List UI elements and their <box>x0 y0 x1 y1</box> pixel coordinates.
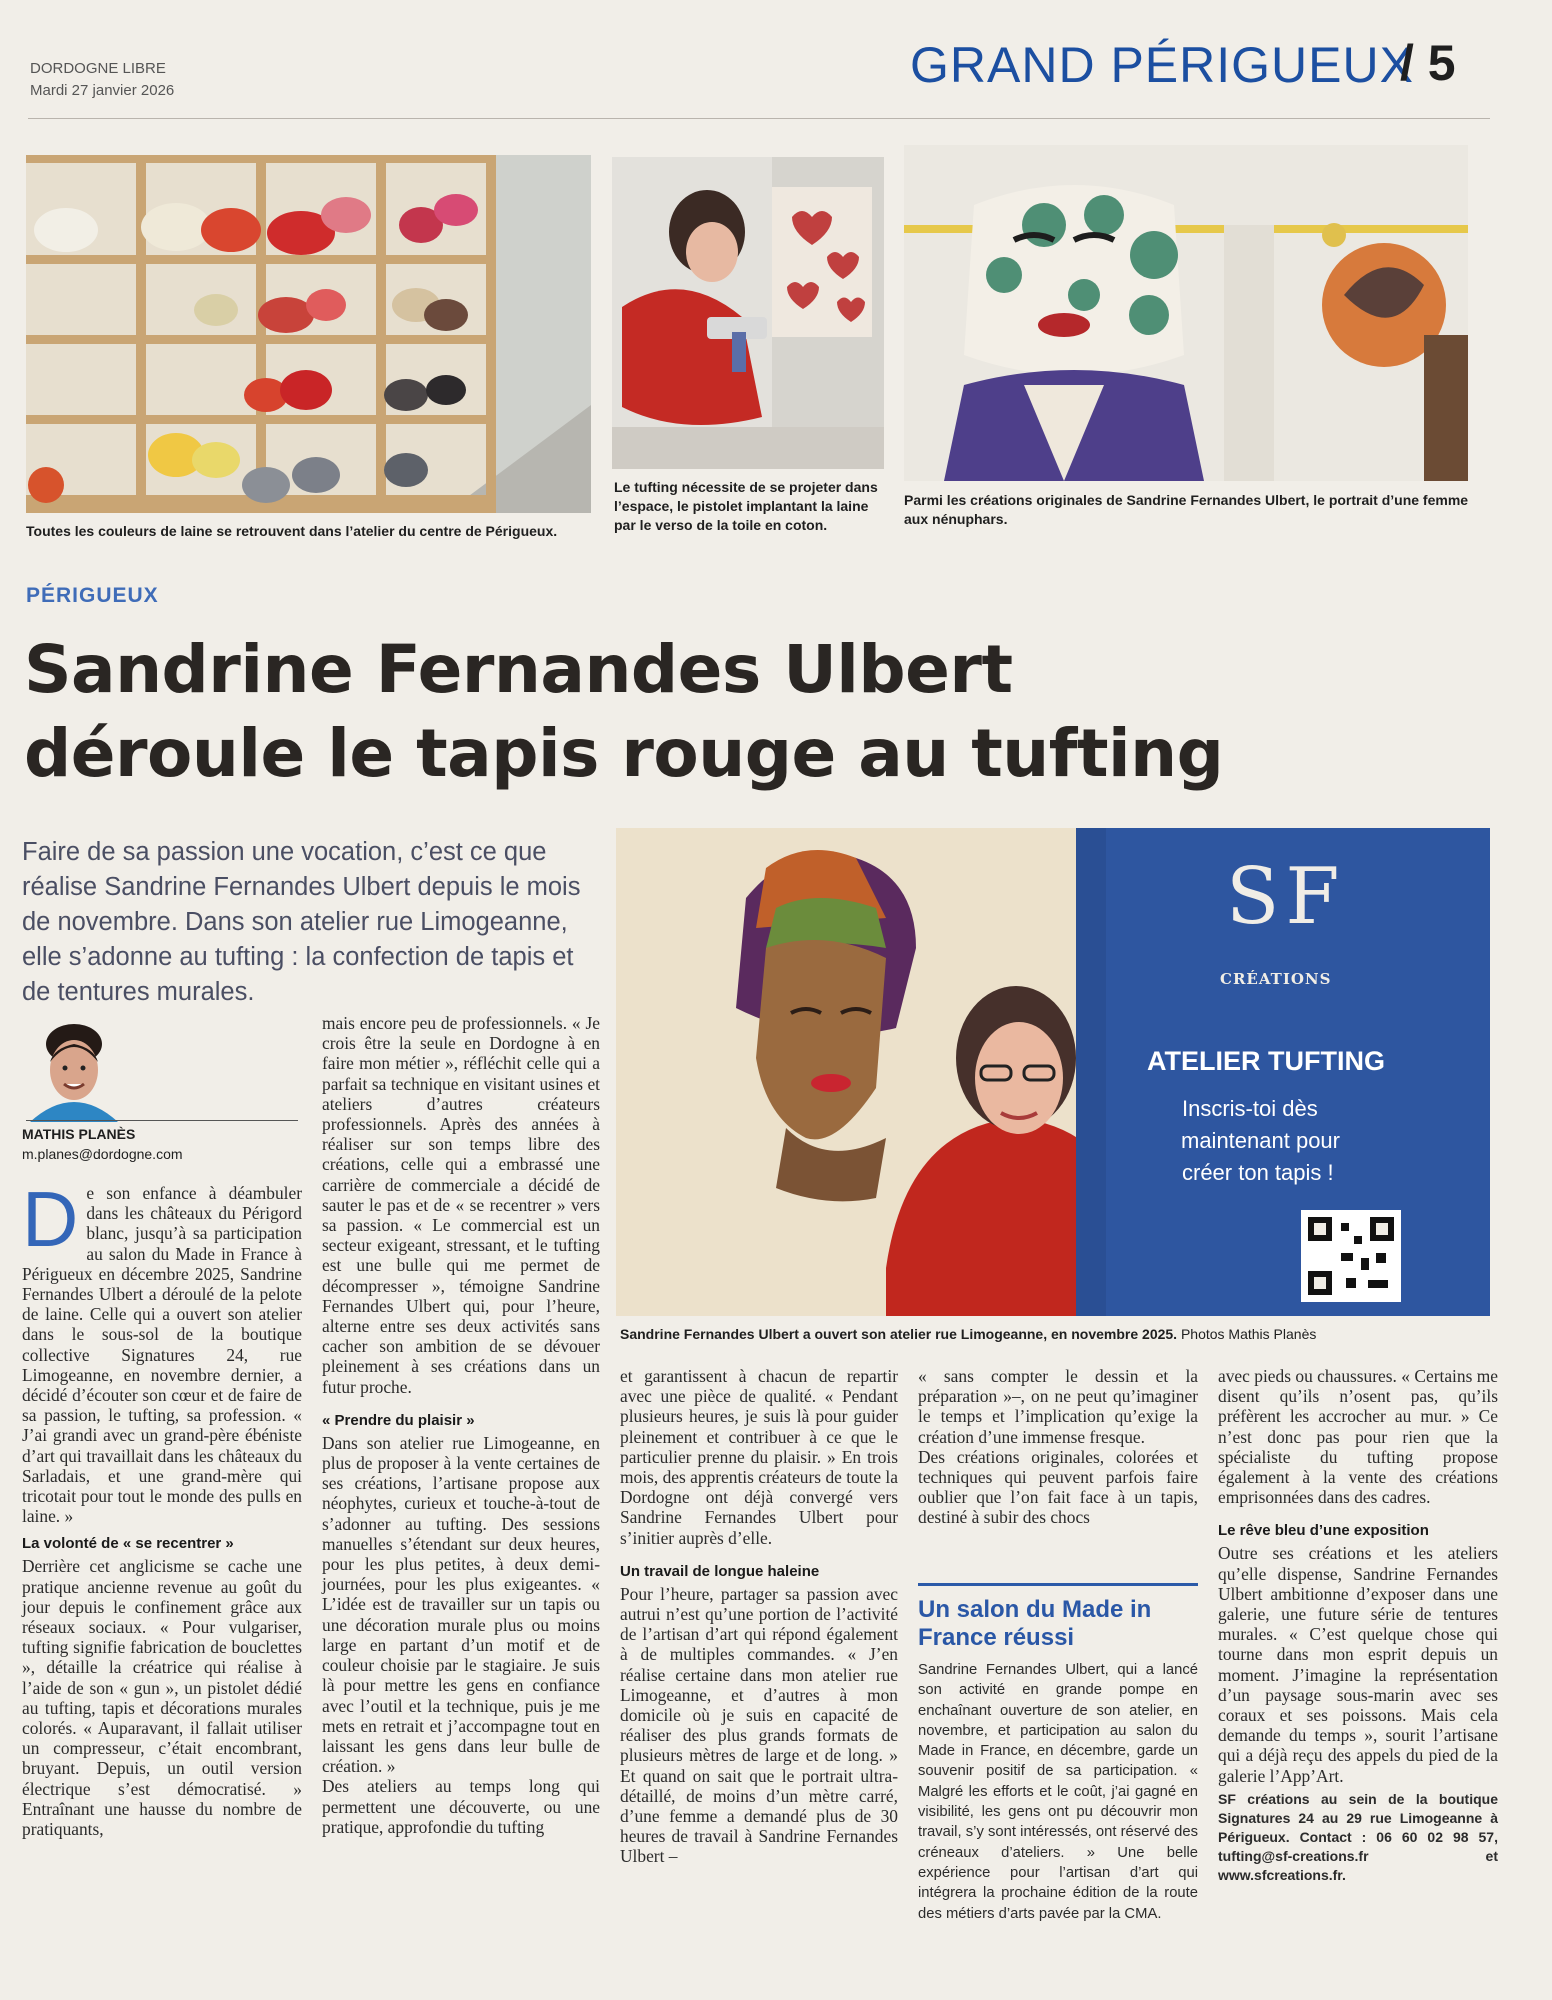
article-kicker: PÉRIGUEUX <box>26 584 159 607</box>
header-rule <box>28 118 1490 119</box>
wool-photo-caption: Toutes les couleurs de laine se retrouvent dans l’atelier du centre de Périgueux. <box>26 523 558 539</box>
paragraph-2: Derrière cet anglicisme se cache une pratique ancienne revenue au goût du jour depuis le confinement grâce aux réseaux sociaux. « Pour vulgariser, tufting signifie fabrication de bouclettes », détaille la créatrice qui réalise à l’aide de son « gun », un pistolet dédié au tufting, tapis et décorations murales colorés. « Auparavant, il fallait utiliser un compresseur, c’était encombrant, bruyant. Depuis, un outil version électrique s’est démocratisé. » Entraînant une hausse du nombre de pratiquants, <box>22 1556 302 1840</box>
issue-date: Mardi 27 janvier 2026 <box>30 82 175 99</box>
box-text <box>918 1660 1198 1950</box>
paragraph-1: e son enfance à déambuler dans les châteaux du Périgord blanc, jusqu’à sa participation au salon du Made in France à Périgueux en décembre 2025, Sandrine Fernandes Ulbert a déroulé de la pelote de laine. Celle qui a ouvert son atelier dans le sous-sol de la boutique collective Signatures 24, rue Limogeanne, en novembre dernier, a décidé d’écouter son cœur et de faire de sa passion, le tufting, sa profession. « J’ai grandi avec un grand-père ébéniste d’art qui travaillait dans les châteaux du Sarladais, et une grand-mère qui tricotait pour tout le monde des pulls en laine. » <box>22 1183 302 1527</box>
box-paragraph: Sandrine Fernandes Ulbert, qui a lancé son activité en grande pompe en enchaînant ouverture de son atelier, en novembre, et participation au salon du Made in France, en décembre, garde un souvenir positif de sa participation. « Malgré les efforts et le coût, j’ai gagné en visibilité, les gens ont pu découvrir mon travail, s’y sont intéressés, ont réservé des créneaux d’ateliers. » Une belle expérience pour l’artisan d’art qui intégrera la prochaine édition de la route des métiers d’arts pavée par la CMA. <box>918 1662 1198 1922</box>
banner-logo: SF <box>1226 852 1346 942</box>
subheading-recentrer: La volonté de « se recentrer » <box>22 1535 234 1553</box>
main-photo-caption-line <box>620 1326 1500 1342</box>
article-headline <box>24 628 1424 796</box>
page-number: / 5 <box>1400 35 1456 91</box>
headline-line-1: Sandrine Fernandes Ulbert <box>24 631 1013 708</box>
banner-logo-sub: CRÉATIONS <box>1220 970 1332 988</box>
author-rule <box>26 1120 298 1121</box>
banner-text-3: créer ton tapis ! <box>1182 1160 1334 1185</box>
banner-text-1: Inscris-toi dès <box>1182 1096 1318 1121</box>
masthead-left <box>30 58 174 102</box>
article-column-1 <box>22 1175 302 1983</box>
tufting-gun-photo <box>612 157 884 469</box>
gun-photo-caption: Le tufting nécessite de se projeter dans l’espace, le pistolet implantant la laine par le verso de la toile en coton. <box>614 479 878 533</box>
main-atelier-photo <box>616 828 1490 1316</box>
box-title: Un salon du Made in France réussi <box>918 1596 1152 1651</box>
author-name: MATHIS PLANÈS <box>22 1126 136 1142</box>
article-lead: Faire de sa passion une vocation, c’est ce que réalise Sandrine Fernandes Ulbert depuis le mois de novembre. Dans son atelier rue Limogeanne, elle s’adonne au tufting : la confection de tapis et de tentures murales. <box>22 838 581 1006</box>
wool-shelves-photo <box>26 155 591 513</box>
paragraph-11: Outre ses créations et les ateliers qu’elle dispense, Sandrine Fernandes Ulbert ambitionne d’exposer dans une galerie, une future série de tentures murales. « C’est quelque chose qui tourne dans mon esprit depuis un moment. J’imagine la représentation d’un paysage sous-marin avec ses coraux et ses poissons. Mais cela demande du temps », sourit l’artisane qui a déjà reçu des appels du pied de la galerie l’App’Art. <box>1218 1543 1498 1786</box>
paragraph-3: mais encore peu de professionnels. « Je crois être la seule en Dordogne à en faire mon métier », réfléchit celle qui a parfait sa technique en visitant usines et ateliers d’autres créateurs professionnels. Après des années à réaliser sur son temps libre des créations, celle qui a embrassé une carrière de commerciale a décidé de sauter le pas et de « se recentrer » vers sa passion. « Le commercial est un secteur exigeant, stressant, et le tufting est une bulle qui me permet de décompresser », témoigne Sandrine Fernandes Ulbert qui, pour l’heure, alterne entre ses deux activités sans cacher son ambition de se dévouer pleinement à ses créations dans un futur proche. <box>322 1013 600 1397</box>
water-lily-portrait-photo <box>904 145 1468 481</box>
subheading-longue-haleine: Un travail de longue haleine <box>620 1562 820 1580</box>
photo-credit: Photos Mathis Planès <box>1180 1326 1317 1342</box>
section-title: GRAND PÉRIGUEUX <box>910 37 1414 93</box>
article-column-5 <box>1218 1366 1498 1956</box>
paragraph-4: Dans son atelier rue Limogeanne, en plus de proposer à la vente certaines de ses créations, l’artisane propose aux néophytes, curieux et touche-à-tout de s’adonner au tufting. Des sessions manuelles s’étendant sur deux heures, pour les plus petites, à deux demi-journées, pour les plus exigeantes. « L’idée est de travailler sur un tapis ou une décoration murale plus ou moins large en partant d’un motif et de couleur choisie par le stagiaire. Je suis là pour mettre les gens en confiance avec l’outil et la technique, puis je me mets en retrait et j’accompagne tout en laissant les gens dans leur bulle de création. » <box>322 1432 600 1777</box>
author-email[interactable]: m.planes@dordogne.com <box>22 1146 183 1162</box>
article-column-2 <box>322 1013 600 1953</box>
paper-name: DORDOGNE LIBRE <box>30 60 166 77</box>
article-column-4 <box>918 1366 1198 1586</box>
paragraph-10: avec pieds ou chaussures. « Certains me disent qu’ils n’osent pas, qu’ils préfèrent les accrocher au mur. » Ce n’est donc pas pour rien que la spécialiste du tufting propose également à la vente des créations emprisonnées dans des cadres. <box>1218 1366 1498 1508</box>
banner-title: ATELIER TUFTING <box>1147 1046 1385 1076</box>
paragraph-7: Pour l’heure, partager sa passion avec autrui n’est qu’une portion de l’activité de l’artisan d’art qui répond également à de multiples commandes. « J’en réalise certaine dans mon atelier rue Limogeanne, et d’autres à mon domicile où je suis en capacité de réaliser des plus grands formats de plusieurs mètres de large et de long. » Et quand on sait que le portrait ultra-détaillé, de moins d’un mètre carré, d’une femme a demandé plus de 30 heures de travail à Sandrine Fernandes Ulbert – <box>620 1583 898 1867</box>
box-rule <box>918 1583 1198 1586</box>
drop-cap: D <box>22 1175 79 1263</box>
portrait-photo-caption: Parmi les créations originales de Sandrine Fernandes Ulbert, le portrait d’une femme aux nénuphars. <box>904 492 1469 527</box>
subheading-plaisir: « Prendre du plaisir » <box>322 1411 475 1429</box>
headline-line-2: déroule le tapis rouge au tufting <box>24 715 1224 792</box>
article-column-3 <box>620 1366 898 1946</box>
paragraph-6: et garantissent à chacun de repartir avec une pièce de qualité. « Pendant plusieurs heures, je suis là pour guider pleinement et contribuer à ce que le particulier prenne du plaisir. » En trois mois, des apprentis créateurs de toute la Dordogne ont déjà convergé vers Sandrine Fernandes Ulbert pour s’initier auprès d’elle. <box>620 1366 898 1548</box>
banner-text-2: maintenant pour <box>1181 1128 1340 1153</box>
main-photo-caption: Sandrine Fernandes Ulbert a ouvert son atelier rue Limogeanne, en novembre 2025. <box>620 1326 1178 1342</box>
paragraph-9: Des créations originales, colorées et techniques qui peuvent parfois faire oublier que l’on fait face à un tapis, destiné à subir des chocs <box>918 1446 1198 1528</box>
info-contact: SF créations au sein de la boutique Signatures 24 au 29 rue Limogeanne à Périgueux. Contact : 06 60 02 98 57, tufting@sf-creations.fr et www.sfcreations.fr. <box>1218 1790 1498 1883</box>
paragraph-5: Des ateliers au temps long qui permettent une découverte, ou une pratique, approfondie du tufting <box>322 1776 600 1837</box>
subheading-exposition: Le rêve bleu d’une exposition <box>1218 1522 1429 1540</box>
author-avatar <box>26 1022 126 1122</box>
paragraph-8: « sans compter le dessin et la préparation »–, on ne peut qu’imaginer le temps et l’implication qu’exige la création d’une immense fresque. <box>918 1366 1198 1447</box>
